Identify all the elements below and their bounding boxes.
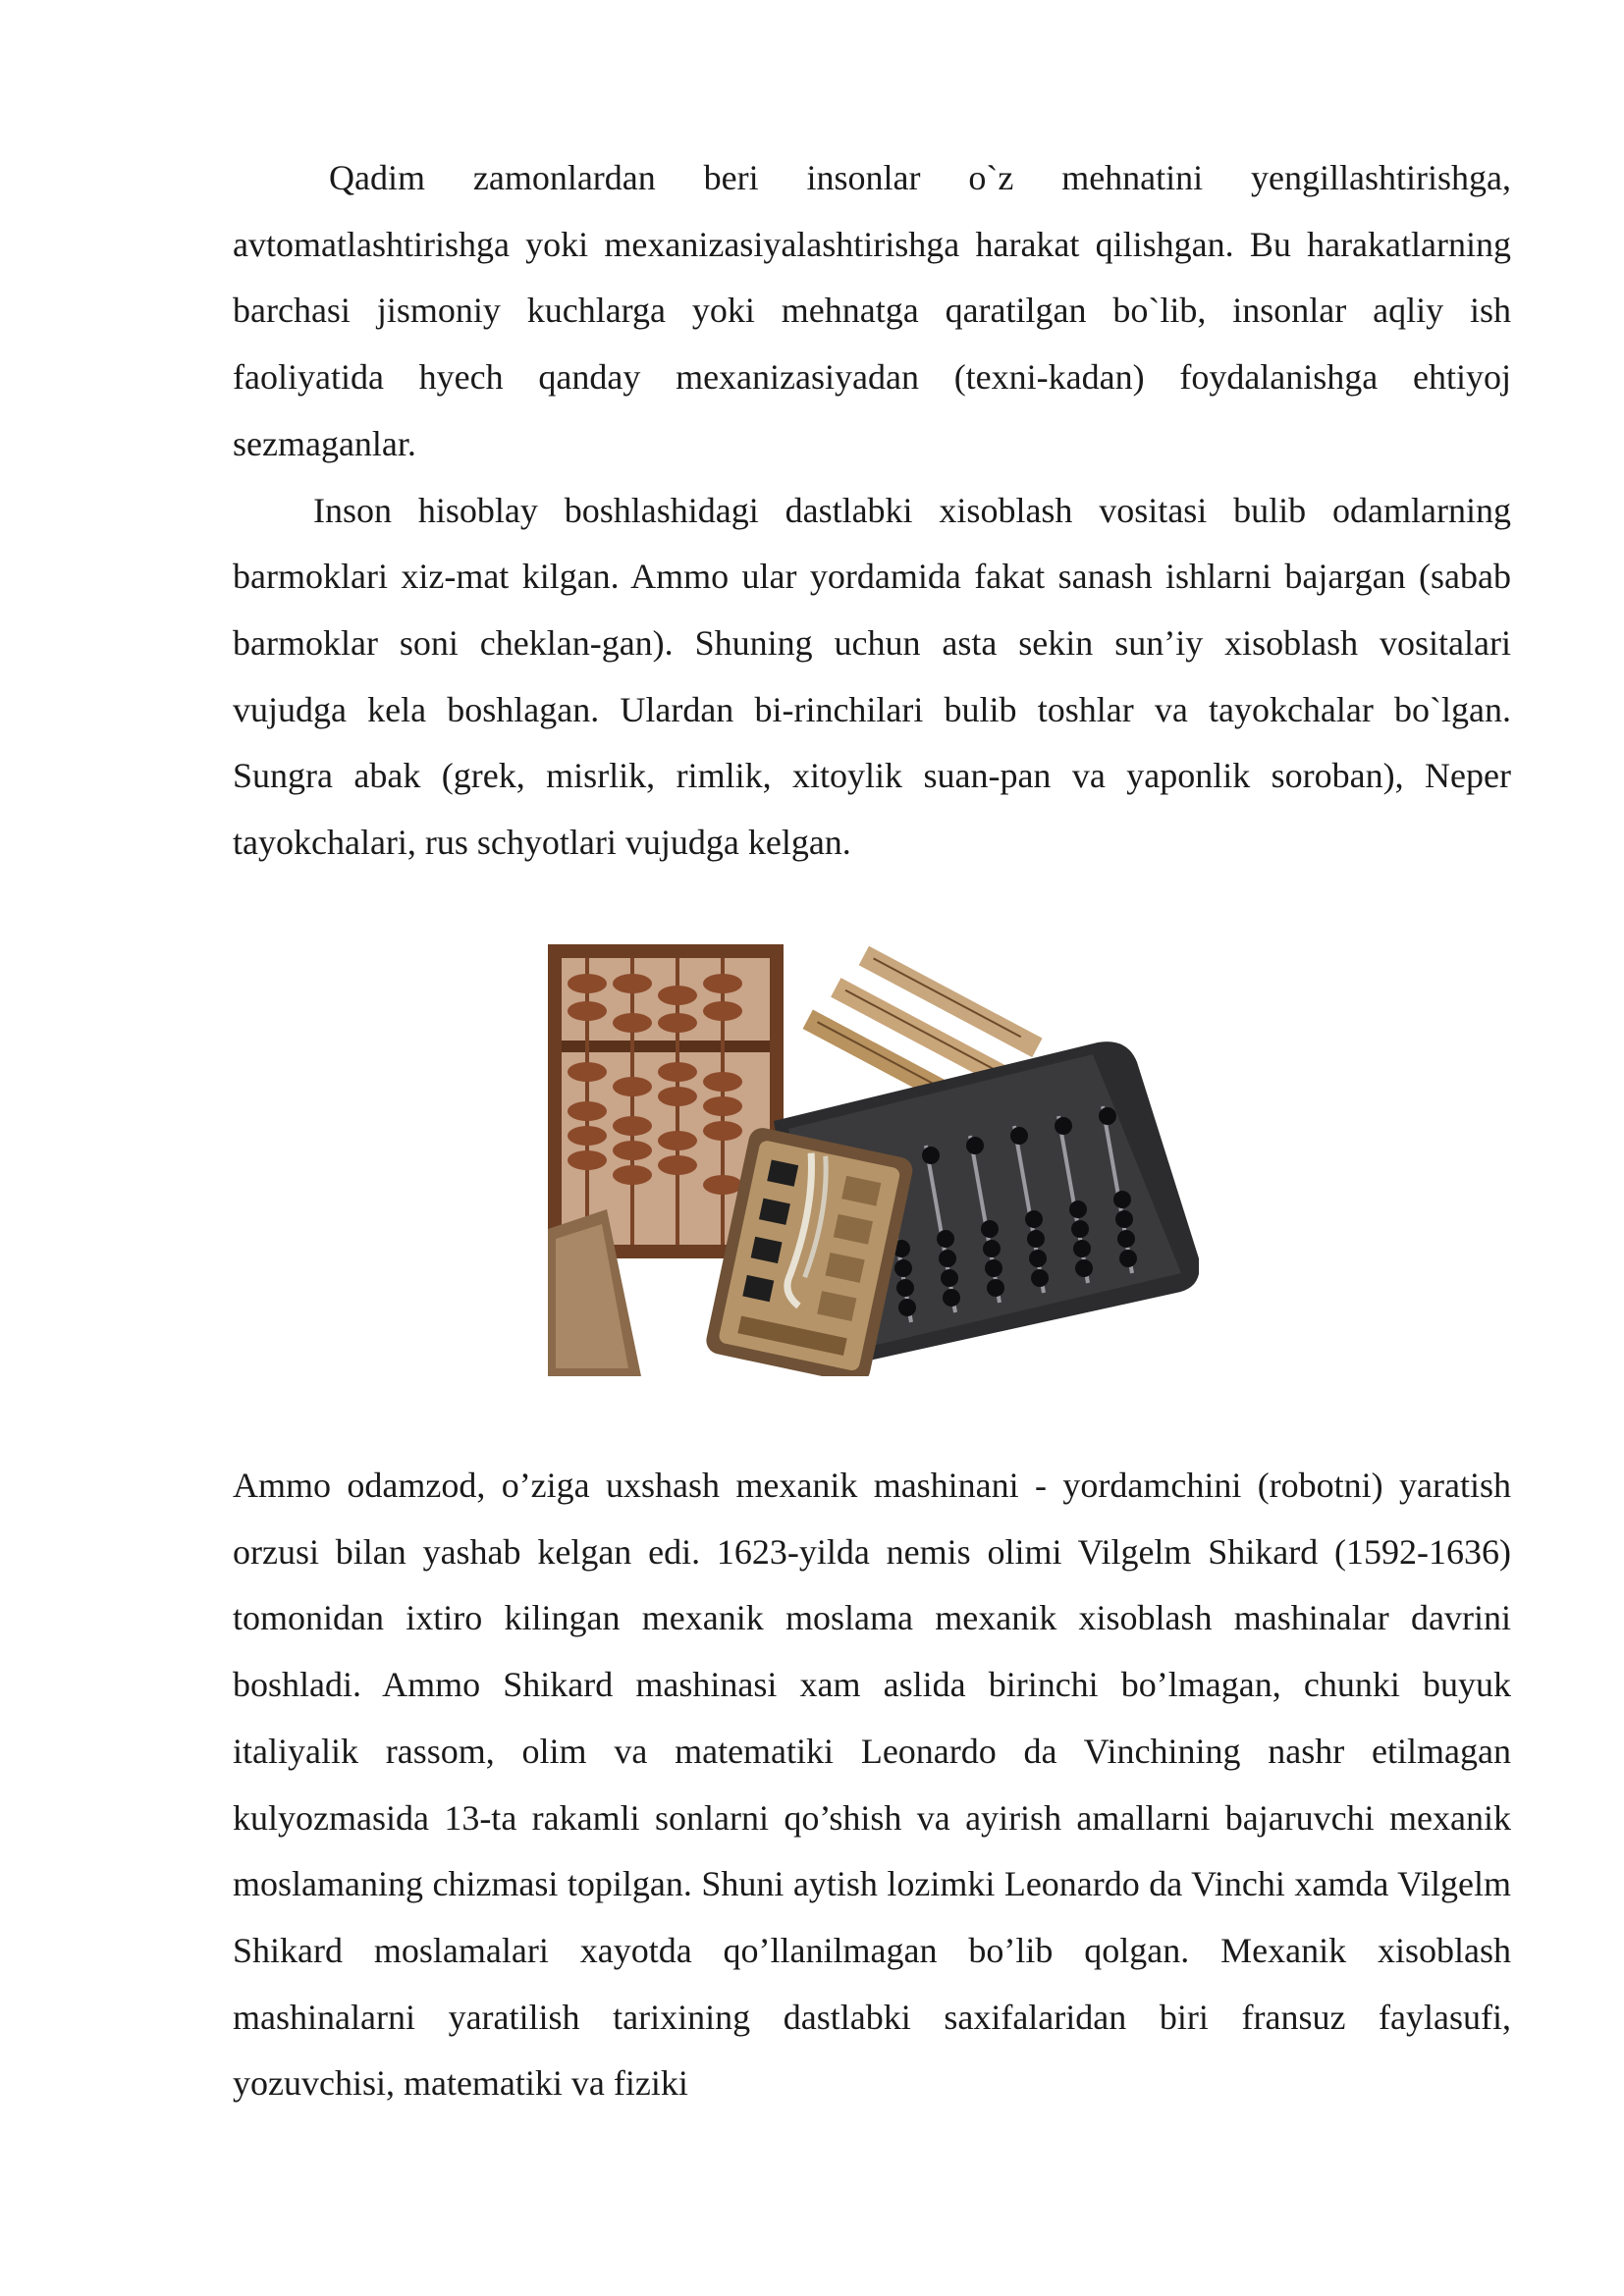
paragraph-counting-tools: Inson hisoblay boshlashidagi dastlabki xisoblash vositasi bulib odamlarning barmoklari xiz-mat kilgan. Ammo ular yordamida fakat sanash ishlarni bajargan (sabab barmoklar soni cheklan-gan). Shuning uchun asta sekin sun’iy xisoblash vositalari vujudga kela boshlagan. Ulardan bi-rinchilari bulib toshlar va tayokchalar bo`lgan. Sungra abak (grek, misrlik, rimlik, xitoylik suan-pan va yaponlik soroban), Neper tayokchalari, rus schyotlari vujudga kelgan.	[233, 490, 1511, 863]
paragraph-mechanical-machines: Ammo odamzod, o’ziga uxshash mexanik mashinani - yordamchini (robotni) yaratish orzusi bilan yashab kelgan edi. 1623-yilda nemis olimi Vilgelm Shikard (1592-1636) tomonidan ixtiro kilingan mexanik moslama mexanik xisoblash mashinalar davrini boshladi. Ammo Shikard mashinasi xam aslida birinchi bo’lmagan, chunki buyuk italiyalik rassom, olim va matematiki Leonardo da Vinchining nashr etilmagan kulyozmasida 13-ta rakamli sonlarni qo’shish va ayirish amallarni bajaruvchi mexanik moslamaning chizmasi topilgan. Shuni aytish lozimki Leonardo da Vinchi xamda Vilgelm Shikard moslamalari xayotda qo’llanilmagan bo’lib qolgan. Mexanik xisoblash mashinalarni yaratilish tarixining dastlabki saxifalaridan biri fransuz faylasufi, yozuvchisi, matematiki va fiziki	[233, 1466, 1511, 2104]
text-block-bottom	[233, 1453, 1511, 2117]
paragraph-intro: Qadim zamonlardan beri insonlar o`z mehnatini yengillashtirishga, avtomatlashtirishga yoki mexanizasiyalashtirishga harakat qilishgan. Bu harakatlarning barchasi jismoniy kuchlarga yoki mehnatga qaratilgan bo`lib, insonlar aqliy ish faoliyatida hyech qanday mexanizasiyadan (texni-kadan) foydalanishga ehtiyoj sezmaganlar.	[233, 158, 1511, 463]
abacus-figure	[548, 944, 1199, 1376]
abacus-and-calculating-rods-icon	[548, 944, 1199, 1376]
text-block-top	[233, 145, 1511, 877]
